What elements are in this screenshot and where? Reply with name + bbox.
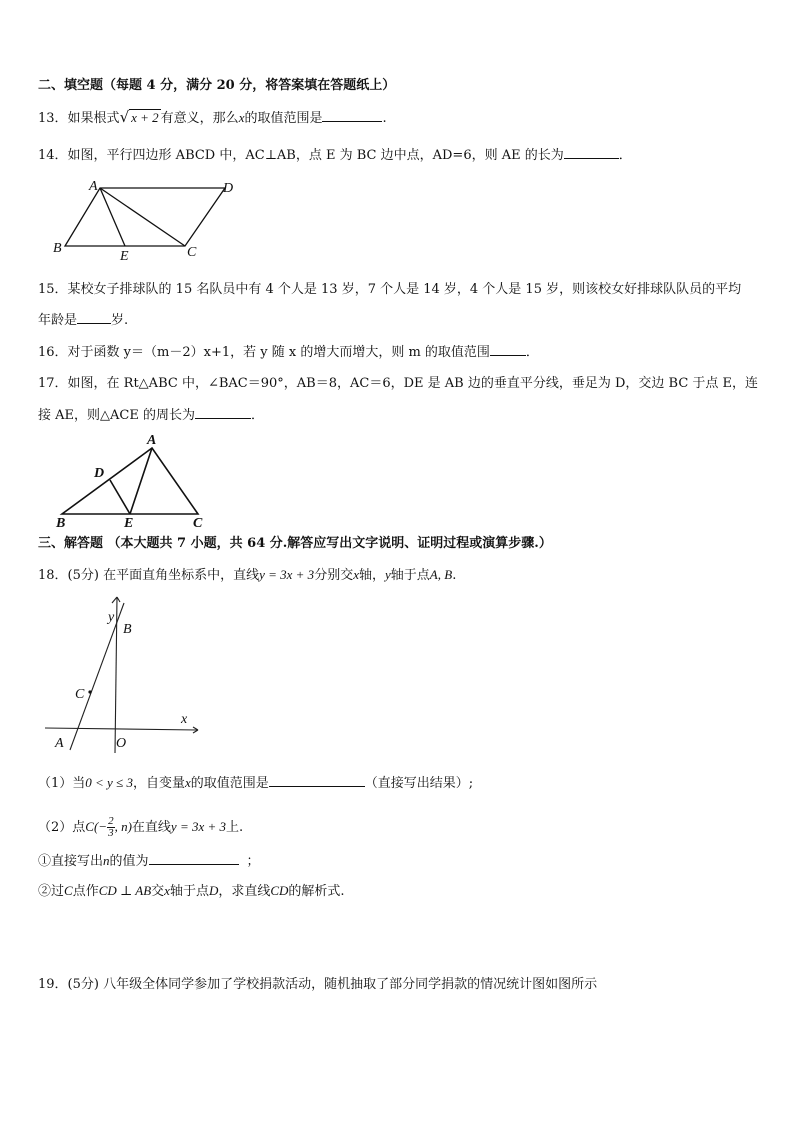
- question-14: [38, 146, 632, 165]
- q18-part-1: [38, 774, 473, 793]
- q13-number: 13．: [38, 111, 68, 126]
- q18-s1-text-c: ；: [246, 854, 260, 869]
- q18-label-a: A: [55, 736, 64, 751]
- q18-points: A, B: [429, 567, 453, 582]
- q17-answer-blank[interactable]: [195, 406, 251, 419]
- q18-y-axis: [115, 597, 117, 753]
- question-18: [38, 566, 456, 585]
- q18-s1-n: n: [103, 853, 110, 868]
- q18-text-mid2: 轴，: [358, 568, 385, 583]
- q18-s2-text-b: 点作: [72, 884, 99, 899]
- q18-end: .: [452, 568, 457, 583]
- q14-label-a: A: [89, 179, 98, 194]
- q18-p2-n: , n): [114, 819, 132, 834]
- q18-label-x: x: [181, 712, 188, 727]
- q18-p2-numerator: 2: [108, 815, 114, 827]
- q18-p2-denominator: 3: [108, 827, 114, 839]
- q18-s2-d: D: [208, 883, 219, 898]
- q13-radicand: x + 2: [131, 110, 159, 125]
- question-15-line-2: [38, 311, 128, 330]
- q18-p1-text-c: 的取值范围是: [190, 776, 269, 791]
- q18-coordinate-figure: [45, 595, 215, 755]
- q18-s1-text-a: ①直接写出: [38, 854, 104, 869]
- q18-s2-c: C: [64, 883, 73, 898]
- q18-p1-text-a: （1）当: [38, 776, 86, 791]
- q16-end: ．: [525, 345, 539, 360]
- q13-text-3: 的取值范围是: [244, 111, 323, 126]
- q18-x-var: x: [353, 567, 359, 582]
- q14-end: ．: [618, 148, 632, 163]
- q18-p1-answer-blank[interactable]: [269, 774, 365, 787]
- q17-label-a: A: [147, 433, 157, 448]
- q16-answer-blank[interactable]: [490, 343, 526, 356]
- question-15-line-1: 15．某校女子排球队的 15 名队员中有 4 个人是 13 岁，7 个人是 14 岁，4 个人是 15 岁，则该校女好排球队队员的平均: [38, 282, 742, 297]
- q18-p2-text-b: 在直线: [131, 820, 171, 835]
- q14-text: 14．如图，平行四边形 ABCD 中，AC⊥AB，点 E 为 BC 边中点，AD=6，则 AE 的长为: [38, 148, 564, 163]
- q18-p2-text-a: （2）点: [38, 820, 86, 835]
- q18-s2-x: x: [164, 883, 170, 898]
- q18-point-c: [88, 690, 91, 693]
- q18-label-y: y: [108, 610, 115, 625]
- q17-text-a: 接 AE，则△ACE 的周长为: [38, 408, 195, 423]
- q18-p2-point-c: C(−: [85, 819, 108, 834]
- q18-s2-text-c: 交: [151, 884, 165, 899]
- q17-label-d: D: [94, 466, 105, 481]
- q18-label-c: C: [75, 687, 85, 702]
- q16-text: 16．对于函数 y＝（m－2）x+1，若 y 随 x 的增大而增大，则 m 的取值范围: [38, 345, 490, 360]
- section-2-title: 二、填空题（每题 4 分，满分 20 分，将答案填在答题纸上）: [38, 78, 396, 93]
- q18-p1-inequality: 0 < y ≤ 3: [85, 775, 133, 790]
- q18-y-var: y: [385, 567, 391, 582]
- q18-s2-text-e: ，求直线: [218, 884, 271, 899]
- q18-p1-x: x: [184, 775, 191, 790]
- q18-p2-text-c: 上.: [226, 820, 244, 835]
- q18-part-2: [38, 814, 243, 841]
- q13-var: x: [238, 110, 245, 125]
- q18-s1-text-b: 的值为: [109, 854, 149, 869]
- question-16: [38, 343, 539, 362]
- q14-label-d: D: [223, 181, 234, 196]
- q18-text-mid: 分别交: [314, 568, 354, 583]
- q18-s2-text-f: 的解析式.: [288, 884, 345, 899]
- q18-sub-1: [38, 852, 260, 871]
- section-3-title: 三、解答题 （本大题共 7 小题，共 64 分.解答应写出文字说明、证明过程或演算步骤.）: [38, 536, 552, 551]
- q17-end: ．: [250, 408, 264, 423]
- q14-answer-blank[interactable]: [564, 146, 619, 159]
- q18-p1-text-b: ，自变量: [132, 776, 185, 791]
- q18-s2-text-d: 轴于点: [169, 884, 209, 899]
- q13-text-1: 如果根式: [67, 111, 120, 126]
- q15-text-a: 年龄是: [38, 313, 78, 328]
- q18-text-mid3: 轴于点: [390, 568, 430, 583]
- q18-s2-perp: CD ⊥ AB: [98, 883, 152, 898]
- q14-parallelogram-figure: [40, 176, 250, 266]
- q18-sub-2: [38, 882, 345, 901]
- q18-equation: y = 3x + 3: [259, 567, 315, 582]
- q17-label-b: B: [56, 516, 66, 531]
- q18-s2-text-a: ②过: [38, 884, 65, 899]
- q15-text-b: 岁.: [111, 313, 129, 328]
- q14-label-e: E: [120, 249, 129, 264]
- q13-end: .: [382, 111, 387, 126]
- q17-triangle-figure: [50, 430, 230, 530]
- question-17-line-2: [38, 406, 264, 425]
- q15-answer-blank[interactable]: [77, 311, 111, 324]
- q18-label-o: O: [116, 736, 127, 751]
- q13-text-2: 有意义，那么: [160, 111, 239, 126]
- q14-label-c: C: [187, 245, 197, 260]
- q18-p1-text-d: （直接写出结果）;: [364, 776, 474, 791]
- question-19: 19．(5分) 八年级全体同学参加了学校捐款活动，随机抽取了部分同学捐款的情况统计图如图所示: [38, 977, 598, 992]
- q18-s1-answer-blank[interactable]: [149, 852, 239, 865]
- q18-label-b: B: [123, 622, 132, 637]
- q17-label-c: C: [193, 516, 203, 531]
- q18-text-head: 18．(5分) 在平面直角坐标系中，直线: [38, 568, 260, 583]
- q17-label-e: E: [124, 516, 134, 531]
- question-13: 13．如果根式√ x + 2 有意义，那么x的取值范围是 .: [38, 108, 387, 126]
- q18-s2-cd: CD: [270, 883, 289, 898]
- q13-answer-blank[interactable]: [322, 109, 382, 122]
- q18-p2-equation: y = 3x + 3: [170, 819, 227, 834]
- question-17-line-1: 17．如图，在 Rt△ABC 中，∠BAC＝90°，AB＝8，AC＝6，DE 是 AB 边的垂直平分线，垂足为 D，交边 BC 于点 E，连: [38, 376, 759, 391]
- q18-x-axis: [45, 728, 197, 730]
- q14-label-b: B: [53, 241, 62, 256]
- q18-p2-fraction: [107, 816, 115, 839]
